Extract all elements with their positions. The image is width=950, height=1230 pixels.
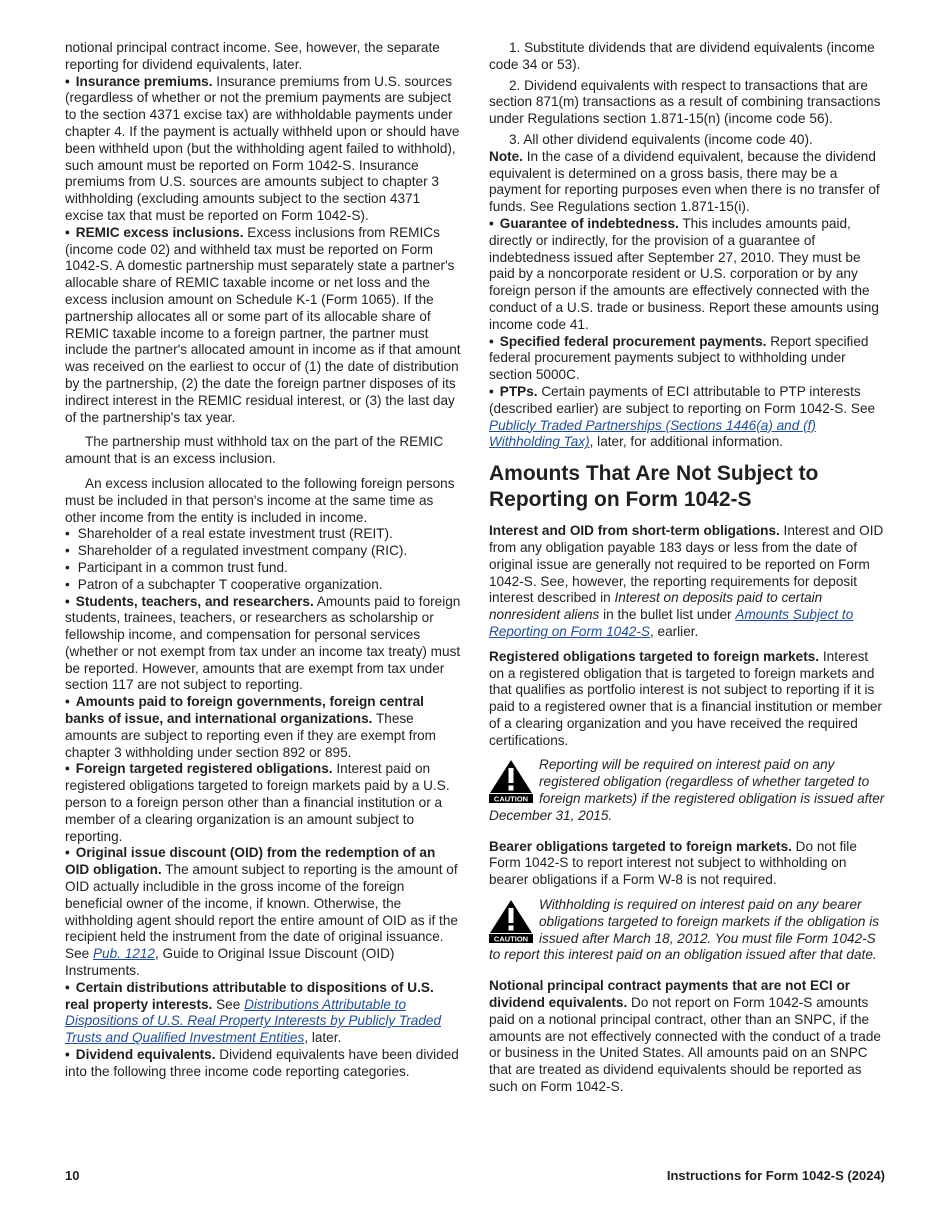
ptp-link[interactable]: Publicly Traded Partnerships (Sections 1446(a) and (f) Withholding Tax) <box>489 417 816 450</box>
caution-box-1 <box>489 757 885 824</box>
caution-label: CAUTION <box>493 794 529 804</box>
item-foreign-targeted: • Foreign targeted registered obligations. Interest paid on registered obligations targeted to foreign markets paid by a U.S. person to a foreign person other than a financial institution or a member of a clearing organization is an amount subject to reporting. <box>65 761 461 845</box>
paragraph-short-term: Interest and OID from short-term obligations. Interest and OID from any obligation payable 183 days or less from the date of original issue are generally not required to be reported on Form 1042-S. See, however, the reporting requirements for deposit interest described in Interest on deposits paid to certain nonresident aliens in the bullet list under Amounts Subject to Reporting on Form 1042-S, earlier. <box>489 523 884 639</box>
paragraph-notional: notional principal contract income. See, however, the separate reporting for dividend equivalents, later. <box>65 40 440 72</box>
item-dividend-equivalents: • Dividend equivalents. Dividend equivalents have been divided into the following three income code reporting categories. <box>65 1047 461 1081</box>
left-column <box>65 40 461 1081</box>
distributions-link[interactable]: Distributions Attributable to Dispositions of U.S. Real Property Interests by Publicly Traded Trusts and Qualified Investment Entities <box>65 996 441 1046</box>
caution-text-1: Reporting will be required on interest paid on any registered obligation (regardless of whether targeted to foreign markets) if the registered obligation is issued after December 31, 2015. <box>489 757 885 823</box>
paragraph-partnership: The partnership must withhold tax on the part of the REMIC amount that is an excess inclusion. <box>65 434 444 467</box>
page-number: 10 <box>65 1168 80 1183</box>
amounts-subject-link[interactable]: Amounts Subject to Reporting on Form 1042-S <box>489 607 854 639</box>
paragraph-excess-inclusion: An excess inclusion allocated to the following foreign persons must be included in that person's income at the same time as other income from the entity is included in income. <box>65 475 455 525</box>
paragraph-notional-principal: Notional principal contract payments that are not ECI or dividend equivalents. Do not report on Form 1042-S amounts paid on a notional principal contract, other than an SNPC, if the amounts are not effectively connected with the conduct of a trade or business in the United States. All amounts paid on an SNPC that are treated as dividend equivalents should be reported as such on Form 1042-S. <box>489 978 881 1095</box>
pub-1212-link[interactable]: Pub. 1212 <box>92 946 155 962</box>
item-insurance-premiums: • Insurance premiums. Insurance premiums from U.S. sources (regardless of whether or not the premium payments are subject to the section 4371 excise tax) are withholdable payments under chapter 4. If the payment is actually withheld upon or should have been withheld upon (but the withholding agent failed to withhold), such amount must be reported on Form 1042-S. Insurance premiums from U.S. sources are amounts subject to chapter 3 withholding (excluding amounts subject to the section 4371 excise tax that must be reported on Form 1042-S). <box>65 74 461 225</box>
numbered-item-2: 2. Dividend equivalents with respect to transactions that are section 871(m) transactions as a result of combining transactions under Regulations section 1.871-15(n) (income code 56). <box>489 77 881 127</box>
paragraph-bearer: Bearer obligations targeted to foreign markets. Do not file Form 1042-S to report interest not subject to withholding on bearer obligations if a Form W-8 is not required. <box>489 838 857 888</box>
list-item: • Shareholder of a regulated investment company (RIC). <box>65 543 461 560</box>
item-remic: • REMIC excess inclusions. Excess inclusions from REMICs (income code 02) and withheld tax must be reported on Form 1042-S. A domestic partnership must separately state a partner's allocable share of REMIC taxable income or net loss and the excess inclusion amount on Schedule K-1 (Form 1065). If the partnership allocates all or some part of its allocable share of REMIC taxable income to a foreign partner, the partner must include the partner's allocated amount in income as if that amount was received on the earliest to occur of (1) the date of distribution by the partnership, (2) the date the foreign partner disposes of its indirect interest in the REMIC residual interest, or (3) the last day of the partnership's tax year. <box>65 225 461 427</box>
list-item: • Patron of a subchapter T cooperative organization. <box>65 577 461 594</box>
numbered-item-1: 1. Substitute dividends that are dividend equivalents (income code 34 or 53). <box>489 40 875 72</box>
note-paragraph: Note. In the case of a dividend equivalent, because the dividend equivalent is determined on a gross basis, there may be a payment for reporting purposes even when there is no transfer of funds. See Regulations section 1.871-15(i). <box>489 148 880 215</box>
item-foreign-governments: • Amounts paid to foreign governments, foreign central banks of issue, and international organizations. These amounts are subject to reporting even if they are exempt from chapter 3 withholding under section 892 or 895. <box>65 694 461 761</box>
caution-box-2 <box>489 897 885 964</box>
caution-icon <box>489 899 533 943</box>
paragraph-registered: Registered obligations targeted to foreign markets. Interest on a registered obligation that is targeted to foreign markets and that qualifies as portfolio interest is not subject to reporting if it is paid to a registered owner that is a financial institution or member of a clearing organization and you have received the required certifications. <box>489 648 882 748</box>
list-item: • Participant in a common trust fund. <box>65 560 461 577</box>
section-heading: Amounts That Are Not Subject to Reporting on Form 1042-S <box>489 462 819 512</box>
footer-title: Instructions for Form 1042-S (2024) <box>666 1168 885 1183</box>
right-column <box>489 40 885 1096</box>
list-item: • Shareholder of a real estate investment trust (REIT). <box>65 526 461 543</box>
caution-text-2: Withholding is required on interest paid on any bearer obligations targeted to foreign markets if the obligation is issued after March 18, 2012. You must file Form 1042-S to report this interest paid on an obligation issued after that date. <box>489 897 880 963</box>
item-guarantee: • Guarantee of indebtedness. This includes amounts paid, directly or indirectly, for the provision of a guarantee of indebtedness issued after September 27, 2010. They must be paid by a noncorporate resident or U.S. corporation or by any foreign person if the amounts are effectively connected with the conduct of a U.S. trade or business. Report these amounts using income code 41. <box>489 216 885 334</box>
caution-label: CAUTION <box>493 934 529 944</box>
numbered-item-3: 3. All other dividend equivalents (income code 40). <box>509 131 813 147</box>
item-ptps: • PTPs. Certain payments of ECI attributable to PTP interests (described earlier) are subject to reporting on Form 1042-S. See Publicly Traded Partnerships (Sections 1446(a) and (f) Withholding Tax), later, for additional information. <box>489 384 885 451</box>
item-procurement: • Specified federal procurement payments. Report specified federal procurement payments subject to withholding under section 5000C. <box>489 334 885 384</box>
item-oid: • Original issue discount (OID) from the redemption of an OID obligation. The amount subject to reporting is the amount of OID actually includible in the gross income of the foreign beneficial owner of the income, if known. Otherwise, the withholding agent should report the entire amount of OID as if the recipient held the instrument from the date of original issuance. See Pub. 1212, Guide to Original Issue Discount (OID) Instruments. <box>65 845 461 979</box>
caution-icon <box>489 759 533 803</box>
item-students: • Students, teachers, and researchers. Amounts paid to foreign students, trainees, teachers, or researchers as scholarship or fellowship income, and compensation for personal services (whether or not exempt from tax under an income tax treaty) must be reported. However, amounts that are exempt from tax under section 117 are not subject to reporting. <box>65 594 461 695</box>
item-distributions: • Certain distributions attributable to dispositions of U.S. real property interests. See Distributions Attributable to Dispositions of U.S. Real Property Interests by Publicly Traded Trusts and Qualified Investment Entities, later. <box>65 980 461 1047</box>
